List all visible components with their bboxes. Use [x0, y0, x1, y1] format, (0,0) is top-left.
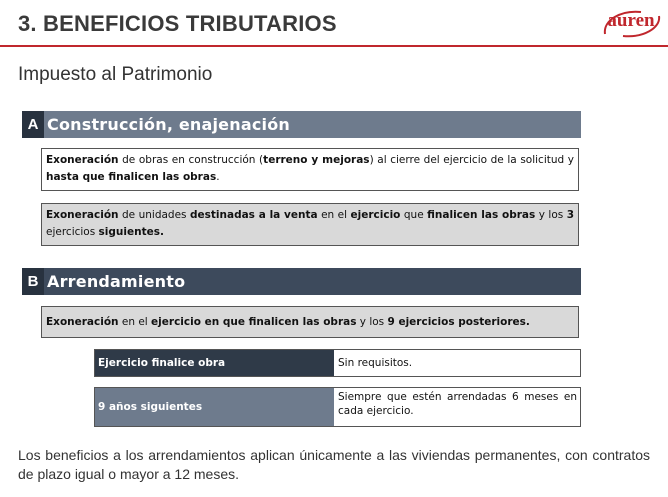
text-bold: terreno y mejoras	[263, 154, 370, 166]
table-row-label: Ejercicio finalice obra	[95, 350, 334, 376]
text: en el	[317, 209, 351, 221]
section-subtitle: Impuesto al Patrimonio	[18, 64, 213, 85]
table-row-label: 9 años siguientes	[95, 388, 334, 426]
text: ) al cierre del ejercicio de la solicitud y	[369, 154, 574, 166]
section-b-header	[22, 268, 581, 295]
section-b-title: Arrendamiento	[47, 272, 186, 291]
auren-logo	[601, 8, 661, 36]
text: de unidades	[118, 209, 190, 221]
section-a-letter: A	[22, 111, 44, 138]
header-divider	[0, 45, 668, 47]
section-b-letter: B	[22, 268, 44, 295]
section-a-title: Construcción, enajenación	[47, 115, 290, 134]
table-row	[94, 387, 581, 427]
text-bold: 9 ejercicios posteriores.	[387, 316, 530, 328]
section-a-box-sale	[41, 203, 579, 246]
text: en el	[118, 316, 152, 328]
text: de obras en construcción (	[118, 154, 264, 166]
section-b-box-rental	[41, 306, 579, 338]
page-title: 3. BENEFICIOS TRIBUTARIOS	[18, 11, 337, 36]
text-bold: ejercicio en que finalicen las obras	[151, 316, 357, 328]
text: ejercicios	[46, 226, 99, 238]
text-bold: siguientes.	[98, 226, 164, 238]
text-bold: finalicen las obras	[427, 209, 536, 221]
text-bold: hasta que finalicen las obras	[46, 171, 217, 183]
text-bold: 3	[566, 209, 574, 221]
text-bold: Exoneración	[46, 154, 119, 166]
table-row-value: Siempre que estén arrendadas 6 meses en cada ejercicio.	[335, 388, 580, 426]
text-bold: Exoneración	[46, 209, 119, 221]
section-a-header	[22, 111, 581, 138]
text: y los	[535, 209, 567, 221]
text: .	[216, 171, 220, 183]
table-row-value: Sin requisitos.	[335, 350, 580, 376]
logo-text: auren	[607, 10, 655, 31]
text-bold: ejercicio	[350, 209, 401, 221]
section-a-box-construction	[41, 148, 579, 191]
text: que	[400, 209, 428, 221]
footer-note: Los beneficios a los arrendamientos aplican únicamente a las viviendas permanentes, con contratos de plazo igual o mayor a 12 meses.	[18, 447, 650, 482]
text-bold: destinadas a la venta	[190, 209, 318, 221]
text: y los	[356, 316, 388, 328]
text-bold: Exoneración	[46, 316, 119, 328]
table-row	[94, 349, 581, 377]
